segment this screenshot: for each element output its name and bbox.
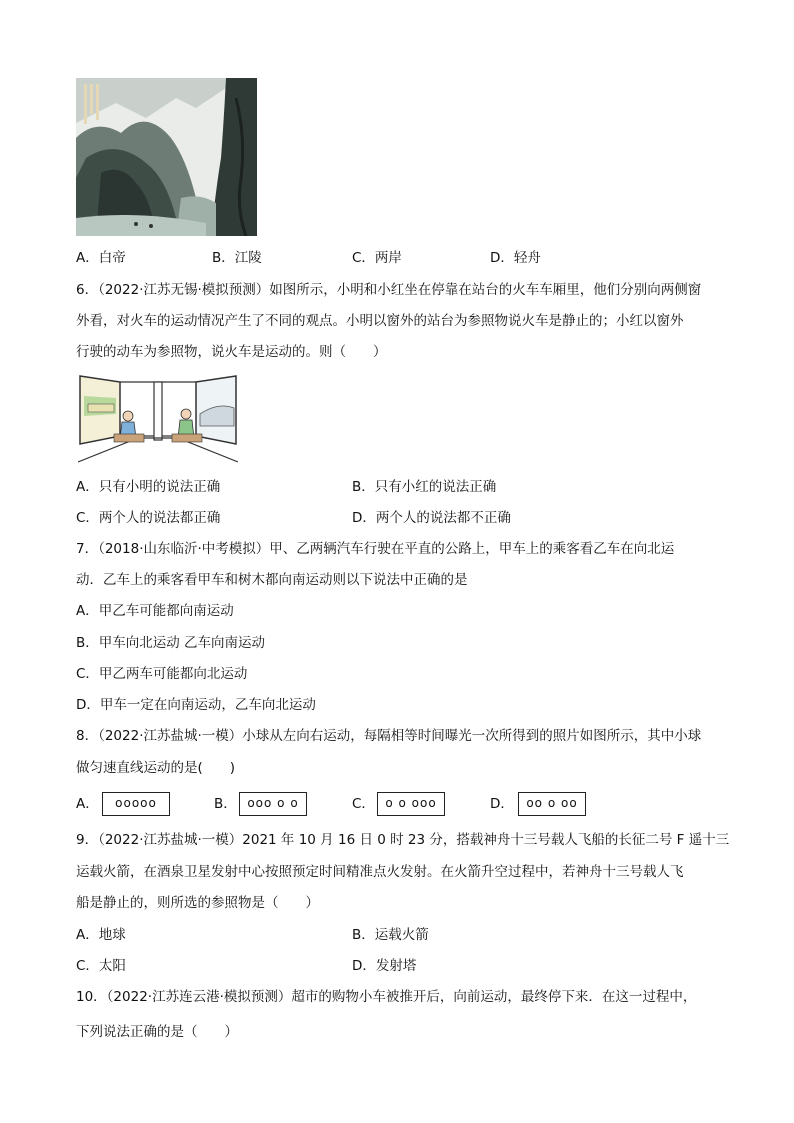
q7-stem-line-1: 7．（2018·山东临沂·中考模拟）甲、乙两辆汽车行驶在平直的公路上，甲车上的乘客看乙车在向北运 — [76, 541, 675, 557]
q9-option-d[interactable]: D．发射塔 — [352, 958, 417, 974]
q8-option-b-letter[interactable]: B． — [214, 796, 237, 812]
q7-option-b[interactable]: B．甲车向北运动 乙车向南运动 — [76, 635, 266, 651]
q7-stem-line-2: 动．乙车上的乘客看甲车和树木都向南运动则以下说法中正确的是 — [76, 572, 468, 588]
landscape-painting — [76, 78, 257, 236]
q6-stem-line-2: 外看，对火车的运动情况产生了不同的观点。小明以窗外的站台为参照物说火车是静止的；小红以窗外 — [76, 313, 684, 329]
q9-option-b[interactable]: B．运载火箭 — [352, 927, 429, 943]
q7-option-d[interactable]: D．甲车一定在向南运动，乙车向北运动 — [76, 697, 316, 713]
q7-option-c[interactable]: C．甲乙两车可能都向北运动 — [76, 666, 248, 682]
q9-option-c[interactable]: C．太阳 — [76, 958, 126, 974]
q5-option-d[interactable]: D．轻舟 — [490, 250, 541, 266]
q9-stem-line-2: 运载火箭，在酒泉卫星发射中心按照预定时间精准点火发射。在火箭升空过程中，若神舟十三号载人飞 — [76, 864, 684, 880]
q8-option-c-letter[interactable]: C． — [352, 796, 375, 812]
q6-stem-line-3: 行驶的动车为参照物，说火车是运动的。则（ ） — [76, 344, 387, 360]
q8-option-d-ball-sequence[interactable]: oo o oo — [518, 792, 586, 816]
q6-option-a[interactable]: A．只有小明的说法正确 — [76, 479, 221, 495]
q7-option-a[interactable]: A．甲乙车可能都向南运动 — [76, 603, 234, 619]
q8-option-d-letter[interactable]: D． — [490, 796, 514, 812]
q9-stem-line-3: 船是静止的，则所选的参照物是（ ） — [76, 895, 319, 911]
train-carriage-illustration — [78, 374, 238, 464]
q6-option-b[interactable]: B．只有小红的说法正确 — [352, 479, 497, 495]
q6-option-c[interactable]: C．两个人的说法都正确 — [76, 510, 221, 526]
q10-stem-line-2: 下列说法正确的是（ ） — [76, 1024, 238, 1040]
q6-stem-line-1: 6．（2022·江苏无锡·模拟预测）如图所示，小明和小红坐在停靠在站台的火车车厢里，他们分别向两侧窗 — [76, 282, 702, 298]
q9-option-a[interactable]: A．地球 — [76, 927, 126, 943]
q5-option-c[interactable]: C．两岸 — [352, 250, 402, 266]
q10-stem-line-1: 10．（2022·江苏连云港·模拟预测）超市的购物小车被推开后，向前运动，最终停下来．在这一过程中， — [76, 989, 697, 1005]
q8-stem-line-1: 8．（2022·江苏盐城·一模）小球从左向右运动，每隔相等时间曝光一次所得到的照片如图所示，其中小球 — [76, 728, 702, 744]
q5-option-b[interactable]: B．江陵 — [212, 250, 262, 266]
q6-option-d[interactable]: D．两个人的说法都不正确 — [352, 510, 511, 526]
q8-option-c-ball-sequence[interactable]: o o ooo — [377, 792, 445, 816]
q5-option-a[interactable]: A．白帝 — [76, 250, 126, 266]
q9-stem-line-1: 9．（2022·江苏盐城·一模）2021 年 10 月 16 日 0 时 23 分，搭载神舟十三号载人飞船的长征二号 F 遥十三 — [76, 832, 730, 848]
q8-stem-line-2: 做匀速直线运动的是( ) — [76, 760, 236, 776]
q8-option-b-ball-sequence[interactable]: ooo o o — [239, 792, 307, 816]
q8-option-a-letter[interactable]: A． — [76, 796, 99, 812]
q8-option-a-ball-sequence[interactable]: ooooo — [102, 792, 170, 816]
